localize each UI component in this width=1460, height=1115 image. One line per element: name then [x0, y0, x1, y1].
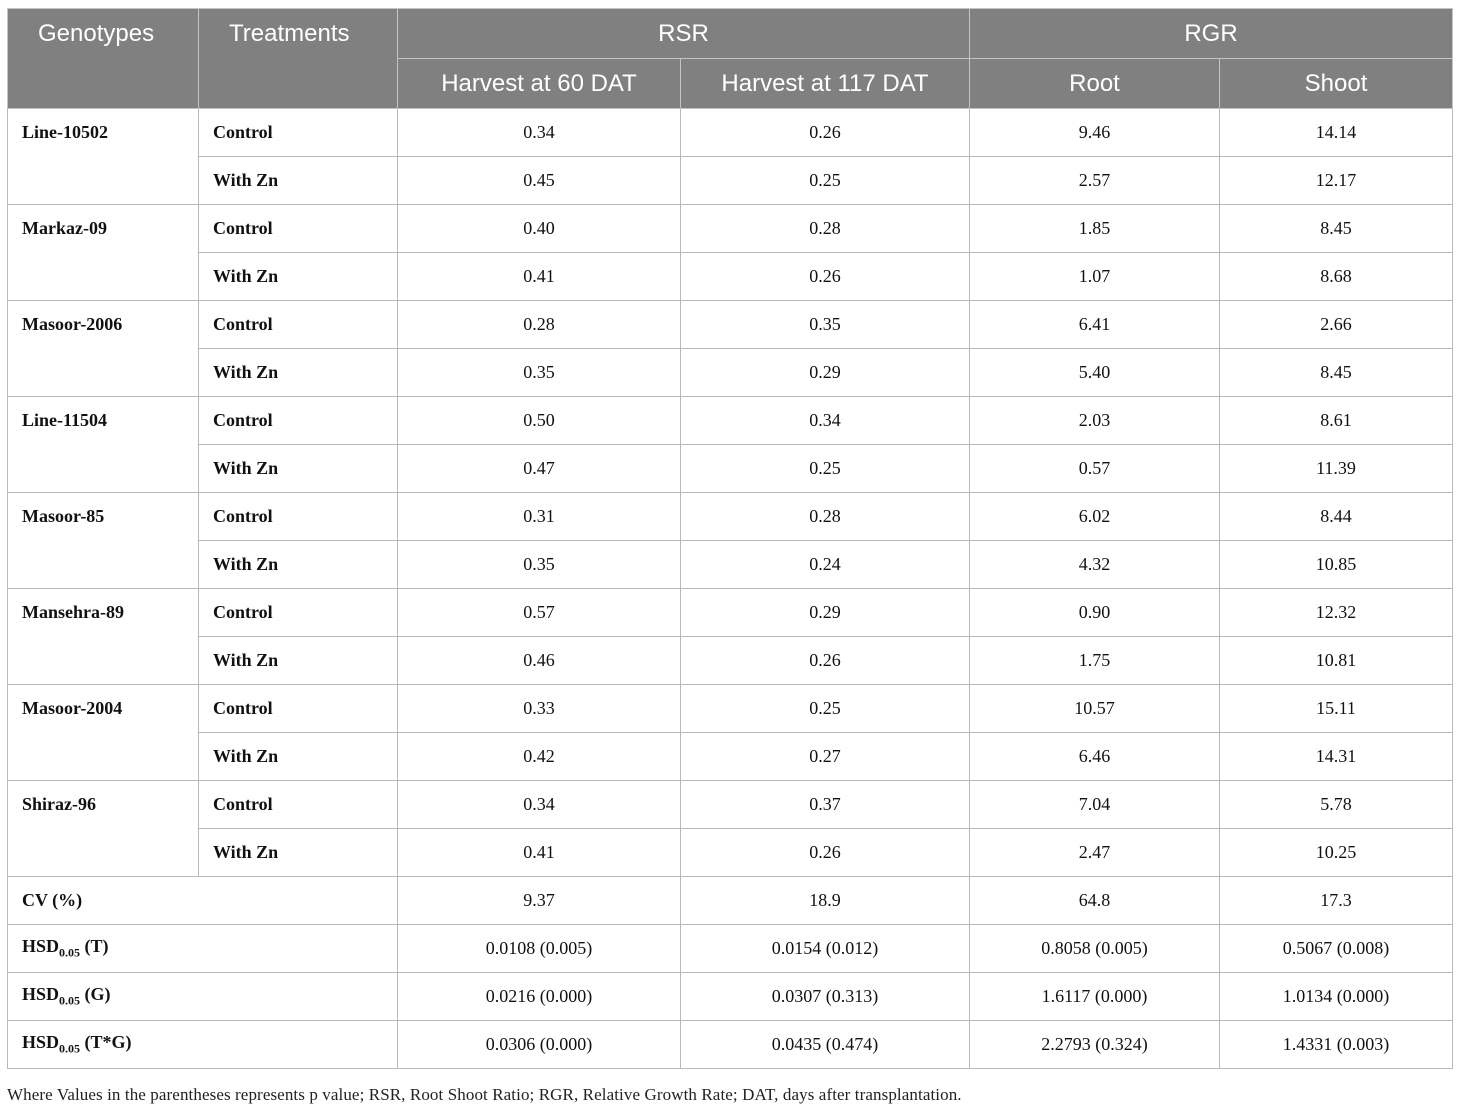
rsr-117-cell: 0.25	[681, 445, 970, 493]
hsd-t-row	[8, 925, 1453, 973]
table-row	[8, 109, 1453, 157]
rgr-shoot-cell: 14.14	[1220, 109, 1453, 157]
table-row	[8, 301, 1453, 349]
rgr-shoot-cell: 1.0134 (0.000)	[1220, 973, 1453, 1021]
treatment-cell: With Zn	[199, 157, 398, 205]
rsr-60-cell: 0.42	[398, 733, 681, 781]
rsr-60-cell: 0.41	[398, 829, 681, 877]
treatment-cell: With Zn	[199, 829, 398, 877]
data-table	[7, 8, 1453, 1069]
header-treatments: Treatments	[199, 9, 398, 109]
hsd-tg-row	[8, 1021, 1453, 1069]
table-row	[8, 205, 1453, 253]
header-row-1	[8, 9, 1453, 59]
rgr-root-cell: 0.90	[970, 589, 1220, 637]
rsr-117-cell: 0.27	[681, 733, 970, 781]
treatment-cell: Control	[199, 205, 398, 253]
rgr-shoot-cell: 5.78	[1220, 781, 1453, 829]
treatment-cell: With Zn	[199, 541, 398, 589]
rsr-117-cell: 0.37	[681, 781, 970, 829]
rsr-60-cell: 0.46	[398, 637, 681, 685]
genotype-cell: Markaz-09	[8, 205, 199, 301]
table-row	[8, 637, 1453, 685]
genotype-cell: Masoor-2004	[8, 685, 199, 781]
rsr-60-cell: 0.31	[398, 493, 681, 541]
rsr-117-cell: 0.25	[681, 685, 970, 733]
treatment-cell: Control	[199, 493, 398, 541]
rsr-60-cell: 0.0108 (0.005)	[398, 925, 681, 973]
rgr-shoot-cell: 8.68	[1220, 253, 1453, 301]
rgr-root-cell: 2.57	[970, 157, 1220, 205]
rsr-60-cell: 0.34	[398, 781, 681, 829]
rgr-shoot-cell: 10.85	[1220, 541, 1453, 589]
rgr-root-cell: 0.8058 (0.005)	[970, 925, 1220, 973]
rsr-60-cell: 0.50	[398, 397, 681, 445]
treatment-cell: Control	[199, 301, 398, 349]
header-rsr: RSR	[398, 9, 970, 59]
genotype-cell: Line-11504	[8, 397, 199, 493]
rsr-117-cell: 0.0307 (0.313)	[681, 973, 970, 1021]
treatment-cell: Control	[199, 589, 398, 637]
treatment-cell: Control	[199, 397, 398, 445]
header-shoot: Shoot	[1220, 59, 1453, 109]
table-row	[8, 493, 1453, 541]
rsr-60-cell: 0.57	[398, 589, 681, 637]
rgr-root-cell: 2.47	[970, 829, 1220, 877]
rsr-60-cell: 0.28	[398, 301, 681, 349]
treatment-cell: Control	[199, 781, 398, 829]
table-row	[8, 781, 1453, 829]
treatment-cell: With Zn	[199, 733, 398, 781]
rgr-shoot-cell: 8.44	[1220, 493, 1453, 541]
rsr-117-cell: 0.35	[681, 301, 970, 349]
table-footnote: Where Values in the parentheses represents p value; RSR, Root Shoot Ratio; RGR, Relative Growth Rate; DAT, days after transplantation.	[7, 1085, 962, 1104]
rsr-117-cell: 0.0154 (0.012)	[681, 925, 970, 973]
header-rgr: RGR	[970, 9, 1453, 59]
treatment-cell: With Zn	[199, 637, 398, 685]
rgr-root-cell: 6.02	[970, 493, 1220, 541]
rsr-60-cell: 0.33	[398, 685, 681, 733]
table-row	[8, 685, 1453, 733]
header-genotypes: Genotypes	[8, 9, 199, 109]
rgr-root-cell: 1.07	[970, 253, 1220, 301]
rsr-117-cell: 0.29	[681, 349, 970, 397]
genotype-cell: Masoor-2006	[8, 301, 199, 397]
rsr-117-cell: 0.26	[681, 637, 970, 685]
rsr-60-cell: 0.0216 (0.000)	[398, 973, 681, 1021]
treatment-cell: With Zn	[199, 253, 398, 301]
rgr-shoot-cell: 15.11	[1220, 685, 1453, 733]
rgr-root-cell: 7.04	[970, 781, 1220, 829]
rsr-60-cell: 0.47	[398, 445, 681, 493]
genotype-cell: Mansehra-89	[8, 589, 199, 685]
rsr-117-cell: 18.9	[681, 877, 970, 925]
rsr-117-cell: 0.26	[681, 109, 970, 157]
rgr-shoot-cell: 8.45	[1220, 205, 1453, 253]
table-row	[8, 157, 1453, 205]
rsr-60-cell: 0.35	[398, 541, 681, 589]
cv-row	[8, 877, 1453, 925]
rgr-root-cell: 10.57	[970, 685, 1220, 733]
table-row	[8, 253, 1453, 301]
rgr-root-cell: 4.32	[970, 541, 1220, 589]
hsd-g-row	[8, 973, 1453, 1021]
treatment-cell: Control	[199, 109, 398, 157]
rsr-60-cell: 0.0306 (0.000)	[398, 1021, 681, 1069]
rsr-60-cell: 0.45	[398, 157, 681, 205]
table-row	[8, 541, 1453, 589]
rsr-117-cell: 0.28	[681, 493, 970, 541]
cv-label: CV (%)	[8, 877, 398, 925]
header-root: Root	[970, 59, 1220, 109]
genotype-cell: Line-10502	[8, 109, 199, 205]
table-row	[8, 397, 1453, 445]
rgr-shoot-cell: 1.4331 (0.003)	[1220, 1021, 1453, 1069]
rsr-60-cell: 0.40	[398, 205, 681, 253]
treatment-cell: With Zn	[199, 445, 398, 493]
rgr-shoot-cell: 10.81	[1220, 637, 1453, 685]
table-row	[8, 349, 1453, 397]
rsr-60-cell: 0.35	[398, 349, 681, 397]
rgr-shoot-cell: 2.66	[1220, 301, 1453, 349]
rgr-shoot-cell: 0.5067 (0.008)	[1220, 925, 1453, 973]
rsr-60-cell: 9.37	[398, 877, 681, 925]
rgr-shoot-cell: 8.61	[1220, 397, 1453, 445]
table-row	[8, 733, 1453, 781]
treatment-cell: With Zn	[199, 349, 398, 397]
rsr-117-cell: 0.34	[681, 397, 970, 445]
rgr-root-cell: 9.46	[970, 109, 1220, 157]
treatment-cell: Control	[199, 685, 398, 733]
rgr-root-cell: 2.03	[970, 397, 1220, 445]
hsd-t-label: $HSD_{0.05}$ (T)	[8, 925, 398, 973]
rgr-shoot-cell: 14.31	[1220, 733, 1453, 781]
rgr-root-cell: 5.40	[970, 349, 1220, 397]
hsd-tg-label: $HSD_{0.05}$ (T*G)	[8, 1021, 398, 1069]
rsr-117-cell: 0.28	[681, 205, 970, 253]
table-row	[8, 829, 1453, 877]
rsr-117-cell: 0.24	[681, 541, 970, 589]
rgr-shoot-cell: 12.17	[1220, 157, 1453, 205]
header-harvest-60: Harvest at 60 DAT	[398, 59, 681, 109]
genotype-cell: Masoor-85	[8, 493, 199, 589]
rgr-shoot-cell: 12.32	[1220, 589, 1453, 637]
rgr-shoot-cell: 11.39	[1220, 445, 1453, 493]
rsr-117-cell: 0.29	[681, 589, 970, 637]
rgr-shoot-cell: 10.25	[1220, 829, 1453, 877]
rgr-shoot-cell: 17.3	[1220, 877, 1453, 925]
rgr-root-cell: 1.85	[970, 205, 1220, 253]
rgr-root-cell: 2.2793 (0.324)	[970, 1021, 1220, 1069]
rsr-117-cell: 0.25	[681, 157, 970, 205]
rgr-root-cell: 64.8	[970, 877, 1220, 925]
rgr-root-cell: 6.41	[970, 301, 1220, 349]
genotype-cell: Shiraz-96	[8, 781, 199, 877]
rgr-root-cell: 0.57	[970, 445, 1220, 493]
rgr-root-cell: 1.75	[970, 637, 1220, 685]
rsr-60-cell: 0.41	[398, 253, 681, 301]
rsr-117-cell: 0.26	[681, 829, 970, 877]
rsr-60-cell: 0.34	[398, 109, 681, 157]
rsr-117-cell: 0.0435 (0.474)	[681, 1021, 970, 1069]
header-harvest-117: Harvest at 117 DAT	[681, 59, 970, 109]
table-row	[8, 589, 1453, 637]
table-row	[8, 445, 1453, 493]
hsd-g-label: $HSD_{0.05}$ (G)	[8, 973, 398, 1021]
rsr-117-cell: 0.26	[681, 253, 970, 301]
rgr-root-cell: 6.46	[970, 733, 1220, 781]
rgr-shoot-cell: 8.45	[1220, 349, 1453, 397]
rgr-root-cell: 1.6117 (0.000)	[970, 973, 1220, 1021]
